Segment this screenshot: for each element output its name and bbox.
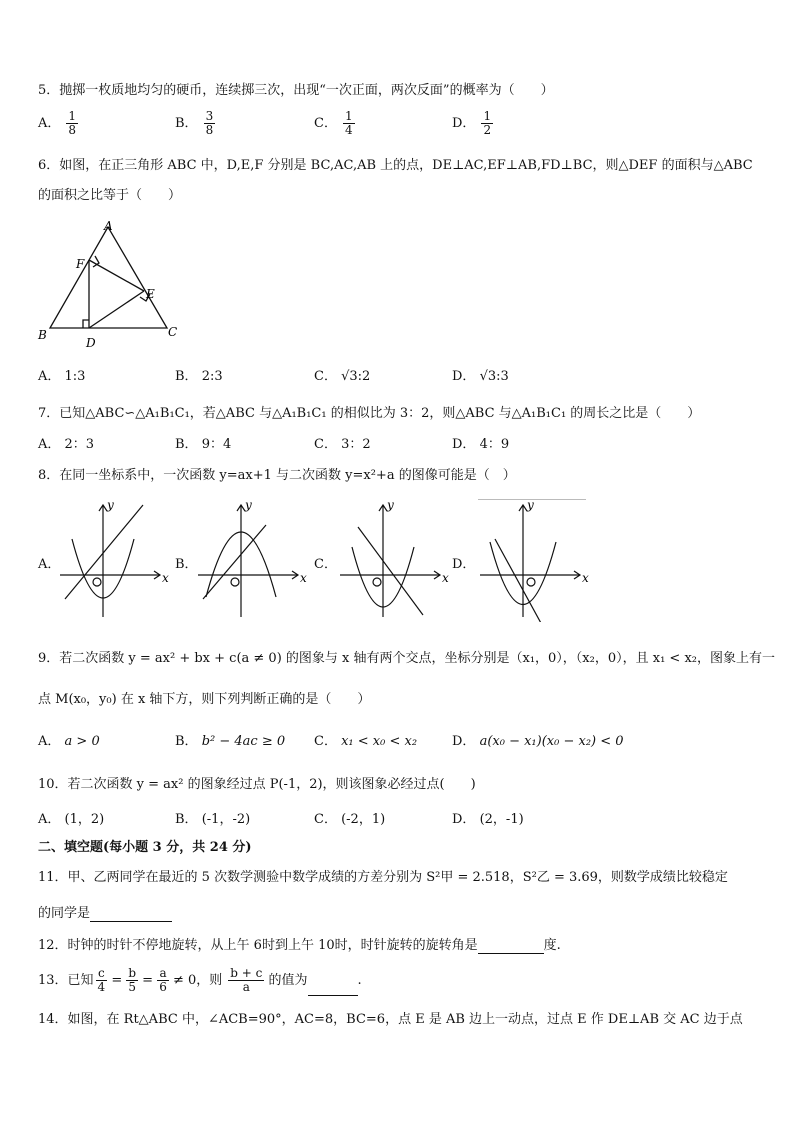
- graph-option-c[interactable]: [340, 497, 455, 622]
- y-axis-label: y: [527, 498, 534, 512]
- answer-blank[interactable]: [308, 982, 358, 996]
- option-label: B．: [175, 116, 198, 131]
- graph-option-d[interactable]: [480, 497, 595, 622]
- x-axis-label: x: [582, 571, 589, 585]
- q5-option-d[interactable]: [452, 110, 493, 137]
- question-6-stem-line1: 6．如图，在正三角形 ABC 中，D,E,F 分别是 BC,AC,AB 上的点，DE⊥AC,EF⊥AB,FD⊥BC，则△DEF 的面积与△ABC: [38, 158, 753, 173]
- fraction: $\frac{1}{2}$: [483, 109, 492, 137]
- triangle-figure: [30, 215, 190, 355]
- q10-option-d[interactable]: D． (2，-1): [452, 812, 524, 827]
- option-label: A．: [38, 116, 61, 131]
- question-9-stem-line2: 点 M(x₀，y₀) 在 x 轴下方，则下列判断正确的是（ ）: [38, 692, 371, 707]
- label-f: F: [76, 257, 85, 271]
- q8-option-b-label[interactable]: B．: [175, 557, 198, 572]
- q6-option-d[interactable]: D． √3:3: [452, 369, 509, 384]
- q6-option-c[interactable]: C． √3:2: [314, 369, 371, 384]
- q7-option-a[interactable]: A． 2：3: [38, 437, 95, 452]
- q8-option-a-label[interactable]: A．: [38, 557, 61, 572]
- q6-option-b[interactable]: B． 2:3: [175, 369, 223, 384]
- q10-option-a[interactable]: A． (1，2): [38, 812, 105, 827]
- label-d: D: [86, 336, 96, 350]
- y-axis-label: y: [245, 498, 252, 512]
- fraction: $\frac{1}{8}$: [68, 109, 77, 137]
- y-axis-label: y: [107, 498, 114, 512]
- q7-option-c[interactable]: C． 3：2: [314, 437, 371, 452]
- graph-option-b[interactable]: [198, 497, 313, 622]
- question-11-stem-line2: 的同学是: [38, 906, 172, 922]
- answer-blank[interactable]: [90, 908, 172, 922]
- question-8-stem: 8．在同一坐标系中，一次函数 y=ax+1 与二次函数 y=x²+a 的图像可能是（ ）: [38, 468, 516, 483]
- x-axis-label: x: [300, 571, 307, 585]
- q9-option-d[interactable]: D． a(x₀ − x₁)(x₀ − x₂) < 0: [452, 734, 624, 749]
- fraction: $\frac{3}{8}$: [205, 109, 214, 137]
- q6-option-a[interactable]: A． 1:3: [38, 369, 86, 384]
- q5-option-c[interactable]: [314, 110, 355, 137]
- q8-option-c-label[interactable]: C．: [314, 557, 337, 572]
- question-12-stem: 12．时钟的时针不停地旋转，从上午 6时到上午 10时，时针旋转的旋转角是 度.: [38, 938, 561, 953]
- question-10-stem: 10．若二次函数 y = ax² 的图象经过点 P(-1，2)，则该图象必经过点( ): [38, 777, 476, 792]
- question-11-stem-line1: 11．甲、乙两同学在最近的 5 次数学测验中数学成绩的方差分别为 S²甲 = 2.518，S²乙 = 3.69，则数学成绩比较稳定: [38, 870, 728, 885]
- label-e: E: [146, 287, 155, 301]
- x-axis-label: x: [442, 571, 449, 585]
- q8-option-d-label[interactable]: D．: [452, 557, 476, 572]
- answer-blank[interactable]: [478, 940, 544, 954]
- q9-option-a[interactable]: A． a > 0: [38, 734, 100, 749]
- fraction: $\frac{1}{4}$: [344, 109, 353, 137]
- q10-option-c[interactable]: C． (-2，1): [314, 812, 386, 827]
- label-c: C: [168, 325, 178, 339]
- q10-option-b[interactable]: B． (-1，-2): [175, 812, 251, 827]
- label-a: A: [104, 219, 113, 233]
- label-b: B: [38, 328, 47, 342]
- q7-option-b[interactable]: B． 9：4: [175, 437, 232, 452]
- question-7-stem: 7．已知△ABC∽△A₁B₁C₁，若△ABC 与△A₁B₁C₁ 的相似比为 3：2，则△ABC 与△A₁B₁C₁ 的周长之比是（ ）: [38, 406, 701, 421]
- q7-option-d[interactable]: D． 4：9: [452, 437, 510, 452]
- question-5-stem: 5．抛掷一枚质地均匀的硬币，连续掷三次，出现“一次正面，两次反面”的概率为（ ）: [38, 83, 554, 98]
- y-axis-label: y: [387, 498, 394, 512]
- question-6-stem-line2: 的面积之比等于（ ）: [38, 188, 182, 203]
- question-9-stem-line1: 9．若二次函数 y = ax² + bx + c(a ≠ 0) 的图象与 x 轴有两个交点，坐标分别是（x₁，0），（x₂，0），且 x₁ < x₂，图象上有一: [38, 651, 776, 666]
- option-label: C．: [314, 116, 337, 131]
- section-title: 二、填空题(每小题 3 分，共 24 分): [38, 840, 252, 855]
- q5-option-b[interactable]: [175, 110, 215, 137]
- question-14-stem: 14．如图，在 Rt△ABC 中，∠ACB=90°，AC=8，BC=6，点 E 是 AB 边上一动点，过点 E 作 DE⊥AB 交 AC 边于点: [38, 1012, 743, 1027]
- q5-option-a[interactable]: [38, 110, 78, 137]
- q9-option-b[interactable]: B． b² − 4ac ≥ 0: [175, 734, 286, 749]
- option-label: D．: [452, 116, 476, 131]
- x-axis-label: x: [162, 571, 169, 585]
- q9-option-c[interactable]: C． x₁ < x₀ < x₂: [314, 734, 418, 749]
- graph-option-a[interactable]: [60, 497, 175, 622]
- question-13-stem: 13．已知 $\frac{c}{4}$ = $\frac{b}{5}$ = $\frac{a}{6}$ ≠ 0，则 $\frac{b + c}{a}$ 的值为 .: [38, 966, 362, 994]
